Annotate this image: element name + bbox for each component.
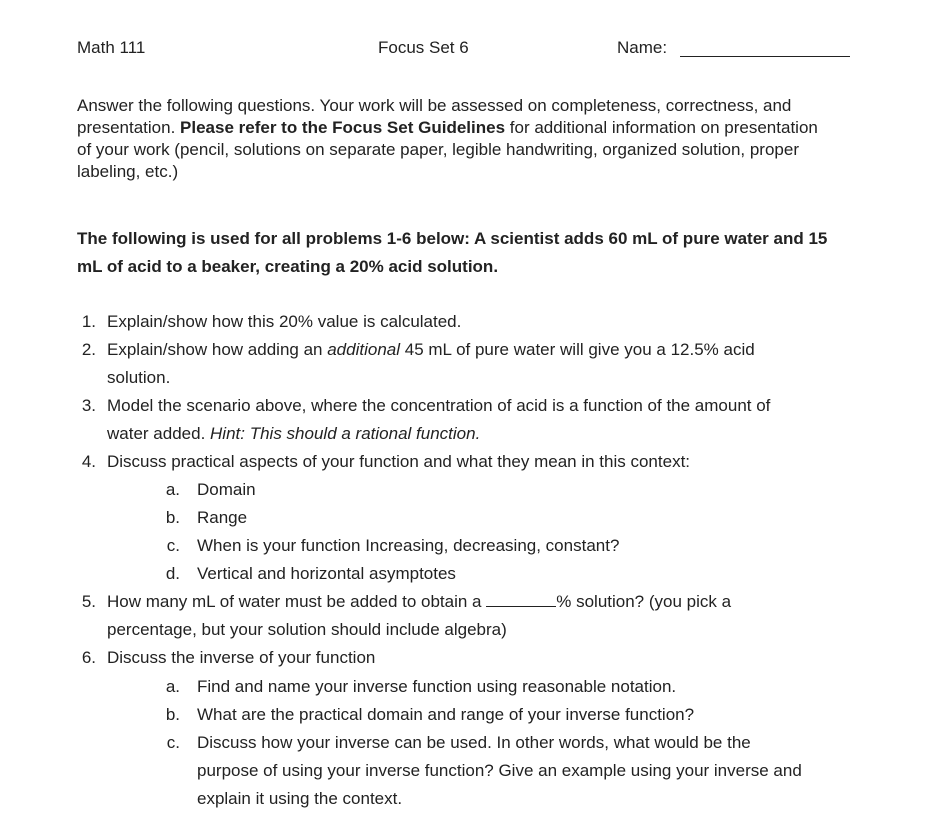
- sub-item-text: Find and name your inverse function using reasonable notation.: [197, 677, 677, 696]
- intro-line-2-post: for additional information on presentation: [509, 118, 818, 137]
- sub-label: d.: [165, 564, 180, 583]
- intro-line-2: [77, 117, 818, 139]
- problem-1-text: Explain/show how this 20% value is calculated.: [107, 312, 462, 331]
- setup-line-2: mL of acid to a beaker, creating a 20% acid solution.: [77, 257, 499, 276]
- name-blank-line[interactable]: [680, 56, 850, 57]
- problem-number: 1.: [81, 312, 96, 331]
- sub-item-continuation: purpose of using your inverse function? Give an example using your inverse and: [197, 761, 802, 780]
- problem-3-cont-pre: water added.: [107, 424, 206, 443]
- problem-2-pre: Explain/show how adding an: [107, 340, 323, 359]
- problem-number: 6.: [81, 648, 96, 667]
- problem-2-text: [107, 339, 755, 361]
- problem-5-post: % solution? (you pick a: [556, 592, 732, 611]
- sub-item-text: Discuss how your inverse can be used. In other words, what would be the: [197, 733, 751, 752]
- problem-5-pre: How many mL of water must be added to obtain a: [107, 592, 482, 611]
- sub-label: b.: [165, 508, 180, 527]
- percentage-blank[interactable]: [486, 606, 556, 607]
- sub-item-text: What are the practical domain and range of your inverse function?: [197, 705, 695, 724]
- setup-line-1: The following is used for all problems 1-6 below: A scientist adds 60 mL of pure water and 15: [77, 229, 828, 248]
- problem-number: 2.: [81, 340, 96, 359]
- sub-item-text: When is your function Increasing, decreasing, constant?: [197, 536, 620, 555]
- problem-number: 5.: [81, 592, 96, 611]
- problem-2-post: 45 mL of pure water will give you a 12.5% acid: [404, 340, 755, 359]
- problem-number: 4.: [81, 452, 96, 471]
- course-label: Math 111: [77, 38, 146, 57]
- sub-label: b.: [165, 705, 180, 724]
- problem-5-text: [107, 591, 731, 613]
- problem-3-text: Model the scenario above, where the concentration of acid is a function of the amount of: [107, 396, 771, 415]
- intro-line-2-pre: presentation.: [77, 118, 176, 137]
- intro-line-3: of your work (pencil, solutions on separate paper, legible handwriting, organized solution, proper: [77, 140, 799, 159]
- problem-2-continuation: solution.: [107, 368, 171, 387]
- problem-6-text: Discuss the inverse of your function: [107, 648, 376, 667]
- guidelines-reference: Please refer to the Focus Set Guidelines: [180, 118, 506, 137]
- problem-3-hint: Hint: This should a rational function.: [210, 424, 481, 443]
- sub-item-text: Domain: [197, 480, 256, 499]
- sub-item-continuation: explain it using the context.: [197, 789, 403, 808]
- sub-label: c.: [166, 733, 180, 752]
- sub-label: a.: [165, 677, 180, 696]
- problem-4-text: Discuss practical aspects of your function and what they mean in this context:: [107, 452, 691, 471]
- intro-line-1: Answer the following questions. Your work will be assessed on completeness, correctness, and: [77, 96, 792, 115]
- problem-3-continuation: [107, 423, 480, 445]
- problem-2-emphasis: additional: [327, 340, 400, 359]
- focus-set-title: Focus Set 6: [378, 38, 469, 57]
- sub-item-text: Range: [197, 508, 248, 527]
- sub-label: a.: [165, 480, 180, 499]
- sub-label: c.: [166, 536, 180, 555]
- intro-line-4: labeling, etc.): [77, 162, 179, 181]
- sub-item-text: Vertical and horizontal asymptotes: [197, 564, 456, 583]
- problem-number: 3.: [81, 396, 96, 415]
- problem-5-continuation: percentage, but your solution should include algebra): [107, 620, 507, 639]
- name-label: Name:: [617, 38, 668, 57]
